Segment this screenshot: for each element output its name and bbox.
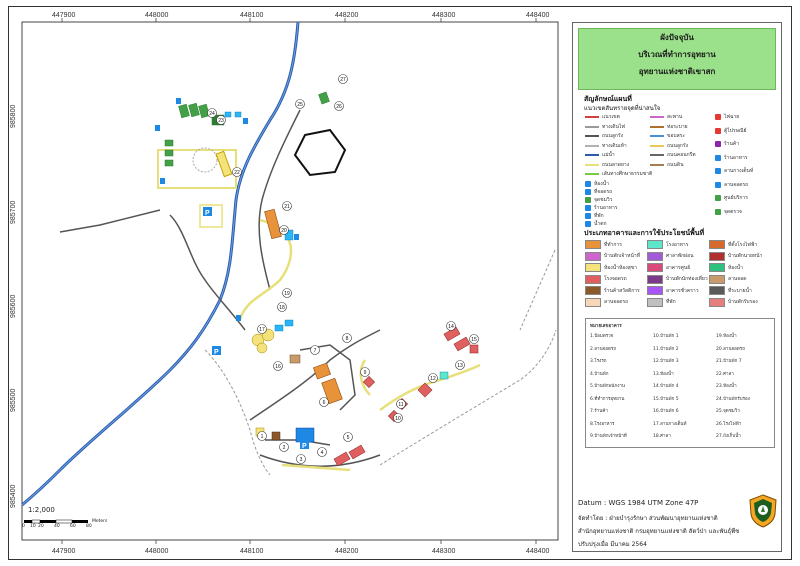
viewpoint-icon <box>585 197 591 203</box>
building-type-label: โรงอาหาร <box>666 241 689 248</box>
legend-line-item <box>650 113 682 121</box>
building-type-swatch <box>647 252 663 261</box>
building-list-item: 25.จุดชมวิว <box>716 409 740 414</box>
coord-top-4: 448200 <box>335 12 359 19</box>
building-number-label: 13 <box>457 363 463 369</box>
building-type-item <box>585 275 627 284</box>
legend-line-label: ถนนลูกรัง <box>602 133 624 139</box>
building-type-item <box>709 240 757 249</box>
torch-icon <box>715 114 721 120</box>
legend-line-label: ทางเดินไฟ <box>602 123 625 130</box>
building-number-label: 1 <box>260 434 264 440</box>
checkpoint-icon <box>715 209 721 215</box>
building-type-swatch <box>585 275 601 284</box>
food-icon <box>715 155 721 161</box>
coord-top-1: 447900 <box>52 12 76 19</box>
building-type-swatch <box>585 240 601 249</box>
building-type-label: ลานจอดรถ <box>604 299 629 305</box>
building-type-item <box>647 286 699 295</box>
legend-icon-label: จุดชมวิว <box>594 197 613 203</box>
legend-line-swatch <box>650 115 664 119</box>
building-number-label: 12 <box>430 376 436 382</box>
building-type-label: ร้านค้าสวัสดิการ <box>604 287 640 294</box>
legend-line-item <box>650 151 696 159</box>
building-type-swatch <box>647 275 663 284</box>
building-type-swatch <box>585 252 601 261</box>
svg-text:P: P <box>302 443 307 450</box>
legend-icon-item <box>715 208 742 216</box>
legend-line-item <box>585 151 615 159</box>
coord-bottom-2: 448000 <box>145 548 169 555</box>
building-list-item: 24.บ้านพักรับรอง <box>716 396 750 402</box>
shop-icon <box>715 141 721 147</box>
legend-icon-item <box>715 167 753 175</box>
office-text: สำนักอุทยานแห่งชาติ กรมอุทยานแห่งชาติ สัตว์ป่า และพันธุ์พืช <box>578 528 740 535</box>
building-number-label: 11 <box>398 402 404 408</box>
building-number-label: 15 <box>471 337 477 343</box>
legend-line-swatch <box>650 134 664 138</box>
legend-icon-item <box>585 196 612 204</box>
coord-bottom-6: 448400 <box>526 548 550 555</box>
legend-line-item <box>585 161 629 169</box>
legend-icon-label: ลานกางเต็นท์ <box>724 168 754 174</box>
building-type-item <box>709 252 762 261</box>
building-list-item: 6.ที่ทำการอุทยาน <box>590 396 625 402</box>
legend-icon-label: ร้านอาหาร <box>594 205 618 211</box>
legend-icon-label: ลานจอดรถ <box>724 181 749 188</box>
building-list-item: 18.ศาลา <box>653 434 671 439</box>
building-list-item: 23.ห้องน้ำ <box>716 384 737 389</box>
building-number-label: 19 <box>284 291 290 297</box>
building-type-item <box>709 275 746 284</box>
coord-bottom-3: 448100 <box>240 548 264 555</box>
building-type-item <box>585 263 637 272</box>
coord-left-4: 985500 <box>10 388 17 412</box>
building-type-swatch <box>647 298 663 307</box>
building-type-label: ห้องน้ำห้องสุขา <box>604 264 637 271</box>
building-list-item: 21.บ้านพัก 7 <box>716 359 742 364</box>
building-number-label: 7 <box>313 348 317 354</box>
legend-icon-item <box>715 194 748 202</box>
legend-line-label: สะพาน <box>667 114 683 120</box>
building-list-item: 14.บ้านพัก 4 <box>653 384 679 389</box>
building-list-item: 12.บ้านพัก 3 <box>653 359 679 364</box>
building-number-label: 20 <box>281 228 287 234</box>
building-type-item <box>709 286 752 295</box>
legend-line-swatch <box>585 134 599 138</box>
legend-icon-label: ที่พัก <box>594 213 604 219</box>
building-list-heading: หมายเลขอาคาร <box>590 324 622 329</box>
legend-icon-item <box>585 220 607 228</box>
legend-icon-label: ศูนย์บริการ <box>724 195 748 201</box>
building-type-swatch <box>647 286 663 295</box>
building-type-label: ที่ทำการ <box>604 241 622 248</box>
legend-line-item <box>585 132 623 140</box>
scale-tick-label: 40 <box>54 524 60 529</box>
legend-line-label: แนวเขต <box>602 114 620 120</box>
legend-line-item <box>585 142 627 150</box>
building-type-item <box>647 263 690 272</box>
building-number-label: 17 <box>259 327 265 333</box>
legend-line-swatch <box>585 163 599 167</box>
legend-line-item <box>650 142 688 150</box>
scale-tick-label: 60 <box>70 524 76 529</box>
building-type-item <box>585 252 640 261</box>
coord-top-3: 448100 <box>240 12 264 19</box>
building-number-label: 22 <box>234 170 240 176</box>
building-number-label: 26 <box>336 104 342 110</box>
coord-left-5: 985400 <box>10 484 17 508</box>
waterfall-icon <box>585 221 591 227</box>
legend-line-item <box>650 132 685 140</box>
legend-line-swatch <box>585 144 599 148</box>
building-number-label: 5 <box>346 435 350 441</box>
building-type-swatch <box>585 263 601 272</box>
building-number-label: 6 <box>322 400 326 406</box>
building-type-item <box>647 240 688 249</box>
building-type-label: อาคารชั่วคราว <box>666 287 699 294</box>
svg-text:P: P <box>214 349 219 356</box>
service-icon <box>715 195 721 201</box>
toilet-icon <box>585 181 591 187</box>
building-list-item: 17.ลานกางเต็นท์ <box>653 421 687 427</box>
building-type-label: โรงจอดรถ <box>604 276 627 282</box>
legend-icon-item <box>715 181 748 189</box>
building-number-label: 16 <box>275 364 281 370</box>
building-list-item: 8.โรงอาหาร <box>590 421 615 427</box>
building-type-swatch <box>709 240 725 249</box>
legend-icon-item <box>585 180 609 188</box>
legend-line-item <box>585 113 620 121</box>
legend-line-label: ถนนลูกรัง <box>667 142 689 149</box>
legend-icon-item <box>715 113 739 121</box>
building-number-label: 9 <box>363 370 367 376</box>
cabins-green <box>165 92 329 166</box>
building-list-item: 10.บ้านพัก 1 <box>653 334 679 339</box>
buildings-legend-heading: ประเภทอาคารและการใช้ประโยชน์พื้นที่ <box>584 229 705 237</box>
building-number-label: 8 <box>345 336 349 342</box>
coord-top-2: 448000 <box>145 12 169 19</box>
building-list-item: 16.บ้านพัก 6 <box>653 409 679 414</box>
building-type-label: ที่ตั้งโรงไฟฟ้า <box>728 241 758 248</box>
carpark-icon <box>715 182 721 188</box>
building-list-item: 4.บ้านพัก <box>590 371 609 377</box>
legend-icon-label: น้ำตก <box>594 221 607 227</box>
mailbox-icon <box>715 128 721 134</box>
coord-bottom-1: 447900 <box>52 548 76 555</box>
coord-bottom-4: 448200 <box>335 548 359 555</box>
building-type-label: บ้านพักนักท่องเที่ยว <box>666 276 708 282</box>
scale-tick-label: 80 <box>86 524 92 529</box>
legend-line-swatch <box>650 163 664 167</box>
building-type-item <box>585 240 622 249</box>
building-type-item <box>647 275 708 284</box>
building-type-label: บ้านพักนายหน้า <box>728 253 763 259</box>
legend-line-label: ถนนลาดยาง <box>602 161 630 168</box>
coord-left-2: 985700 <box>10 200 17 224</box>
legend-line-swatch <box>585 172 599 176</box>
datum-text: Datum : WGS 1984 UTM Zone 47P <box>578 499 699 507</box>
legend-icon-item <box>715 154 748 162</box>
building-list-item: 7.ร้านค้า <box>590 409 608 414</box>
building-list-item: 1.ป้อมตรวจ <box>590 334 614 339</box>
building-list-item: 11.บ้านพัก 2 <box>653 346 679 352</box>
building-number-label: 14 <box>448 324 454 330</box>
building-type-item <box>647 298 676 307</box>
building-type-item <box>709 263 743 272</box>
camping-icon <box>715 168 721 174</box>
legend-line-swatch <box>650 144 664 148</box>
scale-tick-label: 0 <box>22 524 25 529</box>
building-number-label: 3 <box>299 457 303 463</box>
building-type-swatch <box>709 252 725 261</box>
building-type-label: ศาลาพักผ่อน <box>666 253 694 259</box>
title-line-2: บริเวณที่ทำการอุทยาน <box>638 50 716 59</box>
building-list-item: 22.ศาลา <box>716 371 734 377</box>
legend-icon-item <box>715 140 739 148</box>
coord-left-1: 985800 <box>10 104 17 128</box>
building-type-label: ที่ระบายน้ำ <box>728 287 752 294</box>
building-list-item: 2.ลานจอดรถ <box>590 346 617 352</box>
department-logo-icon <box>748 494 778 528</box>
building-list-item: 9.บ้านพักเจ้าหน้าที่ <box>590 434 627 439</box>
building-number-label: 25 <box>297 102 303 108</box>
building-number-label: 21 <box>284 204 290 210</box>
building-list-item: 13.ห้องน้ำ <box>653 371 674 377</box>
legend-icon-label: จุดตรวจ <box>724 208 742 215</box>
building-type-item <box>585 298 628 307</box>
building-list-item: 19.ห้องน้ำ <box>716 334 737 339</box>
legend-line-label: แม่น้ำ <box>602 152 615 158</box>
made-by-text: จัดทำโดย : ฝ่ายบำรุงรักษา ส่วนพัฒนาอุทยานแห่งชาติ <box>578 515 718 522</box>
building-list-item: 5.บ้านพักพนักงาน <box>590 384 626 389</box>
scale-unit: Meters <box>92 519 108 524</box>
legend-line-label: เส้นทางศึกษาธรรมชาติ <box>602 171 653 177</box>
building-type-swatch <box>709 298 725 307</box>
legend-icon-label: ไฟฉาย <box>724 114 740 120</box>
legend-line-item <box>650 161 684 169</box>
building-type-item <box>585 286 640 295</box>
building-type-label: ลานจอด <box>728 276 747 282</box>
title-line-1: ผังปัจจุบัน <box>660 33 694 42</box>
updated-text: ปรับปรุงเมื่อ มีนาคม 2564 <box>578 541 647 548</box>
scale-tick-label: 20 <box>38 524 44 529</box>
parking-icon <box>585 189 591 195</box>
legend-line-label: ถนนคอนกรีต <box>667 152 696 158</box>
restaurant-icon <box>585 205 591 211</box>
legend-line-item <box>650 123 688 131</box>
legend-icon-label: ร้านอาหาร <box>724 154 748 161</box>
building-number-label: 27 <box>340 77 346 83</box>
building-type-swatch <box>585 298 601 307</box>
title-box <box>578 28 776 90</box>
coord-top-6: 448400 <box>526 12 550 19</box>
legend-icon-item <box>585 188 612 196</box>
building-list-item: 27.ถังเก็บน้ำ <box>716 434 741 439</box>
scale-ratio: 1:2,000 <box>28 506 55 514</box>
coord-bottom-5: 448300 <box>432 548 456 555</box>
legend-line-item <box>585 123 625 131</box>
building-type-swatch <box>647 240 663 249</box>
map-area-border <box>22 22 558 540</box>
building-number-label: 10 <box>395 416 401 422</box>
building-type-swatch <box>647 263 663 272</box>
legend-line-swatch <box>585 153 599 157</box>
legend-line-label: ถนนดิน <box>667 161 684 168</box>
title-line-3: อุทยานแห่งชาติเขาสก <box>638 67 716 76</box>
building-type-swatch <box>585 286 601 295</box>
legend-icon-label: ห้องน้ำ <box>594 181 609 187</box>
building-number-label: 24 <box>209 111 215 117</box>
building-number-labels <box>208 75 479 464</box>
boundary-lines <box>205 250 556 475</box>
houses-red <box>334 327 478 466</box>
building-list-item: 15.บ้านพัก 5 <box>653 396 679 402</box>
legend-icon-label: ร้านค้า <box>724 141 740 147</box>
building-type-item <box>709 298 758 307</box>
building-type-label: อาคารศูนย์ <box>666 264 691 271</box>
legend-icon-label: ตู้ไปรษณีย์ <box>724 127 747 134</box>
legend-line-swatch <box>585 125 599 129</box>
building-list-item: 26.โรงไฟฟ้า <box>716 421 742 427</box>
lodge-icon <box>585 213 591 219</box>
building-number-label: 2 <box>282 445 286 451</box>
legend-line-label: ทางเดินเท้า <box>602 142 627 149</box>
building-type-swatch <box>709 286 725 295</box>
building-number-label: 18 <box>279 305 285 311</box>
building-type-item <box>647 252 694 261</box>
svg-text:P: P <box>205 210 210 217</box>
scale-tick-label: 10 <box>30 524 36 529</box>
building-number-label: 4 <box>320 450 324 456</box>
coord-top-5: 448300 <box>432 12 456 19</box>
building-type-swatch <box>709 263 725 272</box>
legend-line-label: ขอบสระ <box>667 133 686 139</box>
legend-line-item <box>585 170 652 178</box>
legend-subheading: แนวเขตสันทรายจุดที่น่าสนใจ <box>584 105 661 112</box>
hexagon-building <box>295 130 345 175</box>
building-type-swatch <box>709 275 725 284</box>
building-list-item: 3.โรงรถ <box>590 359 607 364</box>
legend-heading: สัญลักษณ์แผนที่ <box>584 95 632 103</box>
building-type-label: บ้านพักรับรอง <box>728 299 758 305</box>
legend-icon-item <box>585 204 618 212</box>
legend-line-swatch <box>650 153 664 157</box>
legend-line-swatch <box>585 115 599 119</box>
legend-icon-item <box>585 212 604 220</box>
legend-line-label: ท่อระบาย <box>667 123 688 130</box>
building-type-label: ห้องน้ำ <box>728 264 743 271</box>
building-type-label: บ้านพักเจ้าหน้าที่ <box>604 253 640 259</box>
building-number-label: 23 <box>218 118 224 124</box>
building-list-box <box>585 318 775 448</box>
legend-icon-item <box>715 127 747 135</box>
legend-line-swatch <box>650 125 664 129</box>
legend-icon-label: ที่จอดรถ <box>594 189 613 195</box>
building-list-item: 20.ลานจอดรถ <box>716 346 745 352</box>
building-type-label: ที่พัก <box>666 299 676 305</box>
coord-left-3: 985600 <box>10 294 17 318</box>
